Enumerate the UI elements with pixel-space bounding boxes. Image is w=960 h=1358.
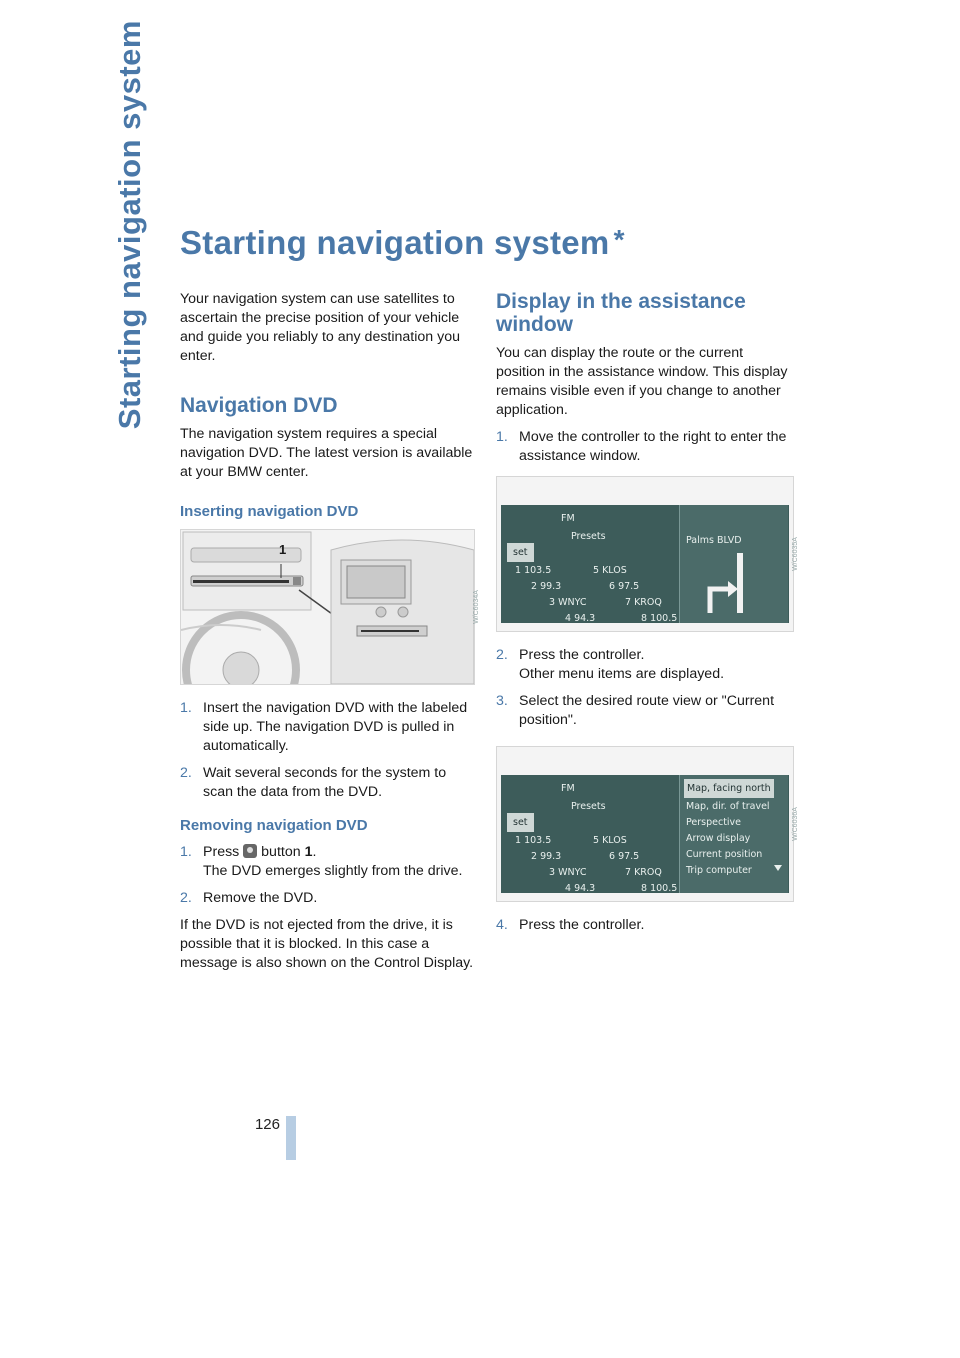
- station-2: 2 99.3: [531, 851, 562, 862]
- inserting-heading: Inserting navigation DVD: [180, 503, 359, 520]
- step-text: Select the desired route view or "Current position".: [519, 693, 775, 728]
- station-1: 1 103.5: [515, 565, 552, 576]
- station-7: 7 KROQ: [625, 867, 662, 878]
- assistance-steps-c: [496, 916, 794, 935]
- station-1: 1 103.5: [515, 835, 552, 846]
- assistance-step-3: [496, 692, 794, 730]
- step-text: Remove the DVD.: [203, 890, 318, 906]
- station-3: 3 WNYC: [549, 597, 587, 608]
- removing-heading: Removing navigation DVD: [180, 817, 368, 834]
- assistance-text: You can display the route or the current position in the assistance window. This display remains visible even if you change to another application.: [496, 345, 788, 418]
- turn-arrow-icon: [702, 549, 762, 619]
- intro-paragraph: Your navigation system can use satellites to ascertain the precise position of your vehicle and guide you reliably to any destination you enter.: [180, 291, 461, 364]
- nav-dvd-heading: Navigation DVD: [180, 394, 338, 417]
- step-number: 2.: [496, 647, 508, 663]
- step-callout-ref: 1: [304, 844, 313, 860]
- assistance-window-panel: [679, 505, 788, 623]
- page-title-text: Starting navigation system: [180, 224, 610, 261]
- station-5: 5 KLOS: [593, 565, 627, 576]
- assistance-menu-panel: [679, 775, 788, 893]
- step-text: Press the controller.: [519, 647, 645, 663]
- inserting-steps: [180, 699, 475, 802]
- control-display-screen-2: [501, 775, 789, 893]
- removing-step-1: [180, 843, 475, 881]
- nav-dvd-text: The navigation system requires a special navigation DVD. The latest version is available at your BMW center.: [180, 426, 473, 480]
- step-text: Move the controller to the right to enter the assistance window.: [519, 429, 787, 464]
- inserting-step-2: [180, 764, 475, 802]
- station-8: 8 100.5: [641, 883, 678, 894]
- station-4: 4 94.3: [565, 613, 596, 624]
- menu-item-arrow-display[interactable]: Arrow display: [686, 833, 751, 844]
- assistance-menu-screenshot: [496, 746, 799, 902]
- band-label: FM: [561, 513, 575, 524]
- step-number: 3.: [496, 693, 508, 709]
- step-number: 2.: [180, 890, 192, 906]
- control-display-screen: [501, 505, 789, 623]
- page-number-bar: [286, 1116, 296, 1160]
- inserting-step-1: [180, 699, 475, 756]
- presets-label: Presets: [571, 531, 606, 542]
- right-column: [496, 290, 799, 943]
- step-number: 4.: [496, 917, 508, 933]
- menu-scroll-arrow-icon: [774, 865, 782, 871]
- assistance-heading: Display in the assistance window: [496, 290, 746, 336]
- station-2: 2 99.3: [531, 581, 562, 592]
- step-number: 1.: [180, 700, 192, 716]
- dashboard-drawing: [181, 530, 474, 684]
- figure-code: W/C6035A: [792, 537, 799, 571]
- dashboard-dvd-slot-illustration: [180, 529, 480, 685]
- step-number: 1.: [496, 429, 508, 445]
- left-column: [180, 290, 480, 981]
- assistance-steps-b: [496, 646, 794, 730]
- menu-item-map-travel[interactable]: Map, dir. of travel: [686, 801, 770, 812]
- menu-item-perspective[interactable]: Perspective: [686, 817, 742, 828]
- station-3: 3 WNYC: [549, 867, 587, 878]
- station-4: 4 94.3: [565, 883, 596, 894]
- menu-item-map-north[interactable]: Map, facing north: [684, 779, 774, 798]
- station-6: 6 97.5: [609, 581, 640, 592]
- street-name: Palms BLVD: [686, 535, 742, 546]
- eject-button-icon: [243, 844, 257, 858]
- station-5: 5 KLOS: [593, 835, 627, 846]
- assistance-step-1: [496, 428, 794, 466]
- station-8: 8 100.5: [641, 613, 678, 624]
- optional-equipment-asterisk: *: [613, 224, 625, 255]
- removing-step-2: [180, 889, 475, 908]
- menu-item-current-position[interactable]: Current position: [686, 849, 763, 860]
- page-number: 126: [254, 1116, 280, 1133]
- set-label: set: [507, 813, 534, 832]
- step-text: Press the controller.: [519, 917, 645, 933]
- removing-note: If the DVD is not ejected from the drive, it is possible that it is blocked. In this case a message is also shown on the Control Display.: [180, 917, 474, 971]
- band-label: FM: [561, 783, 575, 794]
- presets-label: Presets: [571, 801, 606, 812]
- step-text-press: Press: [203, 844, 240, 860]
- step-number: 1.: [180, 844, 192, 860]
- chapter-title-text: Starting navigation system: [112, 20, 147, 430]
- removing-steps: [180, 843, 475, 908]
- page-title: [180, 224, 625, 262]
- station-7: 7 KROQ: [625, 597, 662, 608]
- assistance-step-4: [496, 916, 794, 935]
- menu-item-trip-computer[interactable]: Trip computer: [686, 865, 752, 876]
- figure-code: W/C6036A: [792, 807, 799, 841]
- assistance-steps-a: [496, 428, 794, 466]
- step-text-line2: Other menu items are displayed.: [519, 666, 725, 682]
- step-number: 2.: [180, 765, 192, 781]
- figure-code: W/C6034A: [473, 590, 480, 624]
- assistance-window-screenshot: [496, 476, 799, 632]
- step-text: Wait several seconds for the system to scan the data from the DVD.: [203, 765, 447, 800]
- figure-callout-1: 1: [279, 542, 287, 557]
- step-text-line2: The DVD emerges slightly from the drive.: [203, 863, 463, 879]
- station-6: 6 97.5: [609, 851, 640, 862]
- set-label: set: [507, 543, 534, 562]
- step-period: .: [312, 844, 317, 860]
- step-text: Insert the navigation DVD with the labeled side up. The navigation DVD is pulled in automatically.: [203, 700, 468, 754]
- assistance-step-2: [496, 646, 794, 684]
- chapter-sidebar-title: [100, 20, 160, 620]
- step-text-button: button: [261, 844, 301, 860]
